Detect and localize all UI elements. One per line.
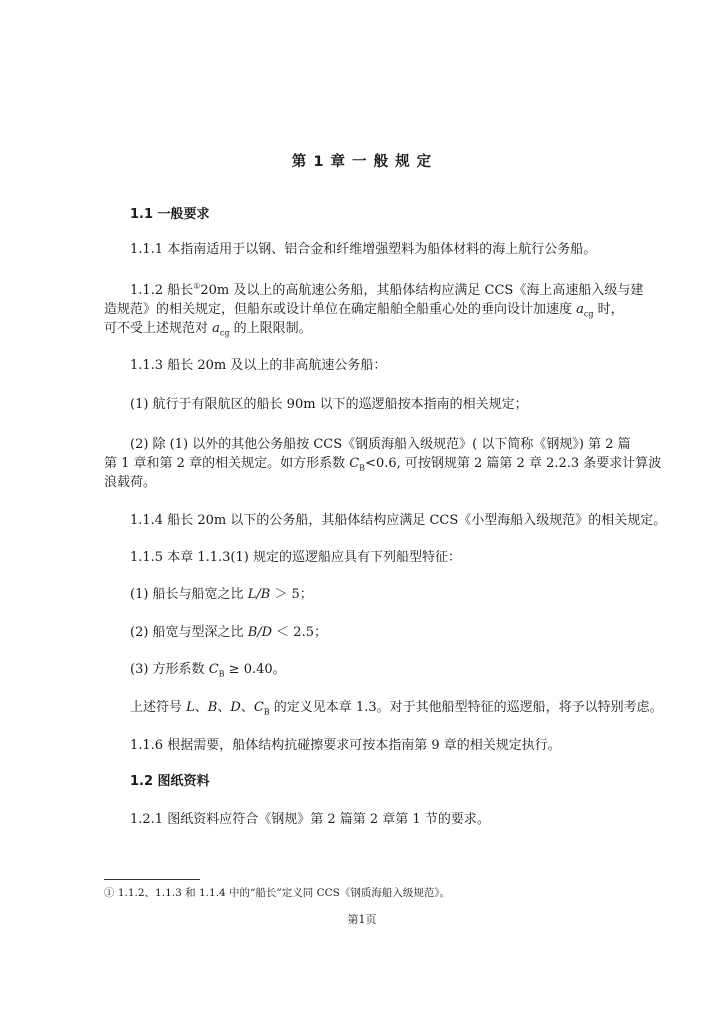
section-heading-1-1: 1.1 一般要求 <box>130 207 210 222</box>
paragraph-1-1-2-line-3: 可不受上述规范对 $a_{cg}$ 的上限限制。 <box>104 321 312 338</box>
paragraph-1-1-2-line-1: 1.1.2 船长①20m 及以上的高航速公务船，其船体结构应满足 CCS《海上高速船入级与建 <box>130 281 644 298</box>
chapter-title: 第 1 章 一 般 规 定 <box>291 154 433 170</box>
paragraph-1-1-6: 1.1.6 根据需要，船体结构抗碰擦要求可按本指南第 9 章的相关规定执行。 <box>130 738 561 753</box>
paragraph-1-1-1: 1.1.1 本指南适用于以钢、铝合金和纤维增强塑料为船体材料的海上航行公务船。 <box>130 242 597 257</box>
paragraph-1-1-3-item-2-line-3: 浪载荷。 <box>104 475 157 490</box>
paragraph-1-1-5-item-2: (2) 船宽与型深之比 B/D ＜ 2.5； <box>130 625 327 640</box>
paragraph-1-1-3-item-1: (1) 航行于有限航区的船长 90m 以下的巡逻船按本指南的相关规定； <box>130 397 528 412</box>
paragraph-1-1-3: 1.1.3 船长 20m 及以上的非高航速公务船： <box>130 358 387 373</box>
paragraph-1-1-2-line-2: 造规范》的相关规定，但船东或设计单位在确定船舶全船重心处的垂向设计加速度 $a_{cg}$ 时， <box>104 302 624 319</box>
paragraph-1-1-4: 1.1.4 船长 20m 以下的公务船，其船体结构应满足 CCS《小型海船入级规范》的相关规定。 <box>130 513 667 528</box>
footnote: ① 1.1.2、1.1.3 和 1.1.4 中的“船长”定义同 CCS《钢质海船入级规范》。 <box>104 887 451 899</box>
paragraph-1-1-3-item-2-line-2: 第 1 章和第 2 章的相关规定。如方形系数 $C_B<0.6$, 可按钢规第 2 篇第 2 章 2.2.3 条要求计算波 <box>104 456 662 473</box>
paragraph-1-2-1: 1.2.1 图纸资料应符合《钢规》第 2 篇第 2 章第 1 节的要求。 <box>130 812 490 827</box>
footnote-divider <box>104 879 200 880</box>
paragraph-1-1-5-item-3: (3) 方形系数 $C_B \ge 0.40$。 <box>130 662 286 679</box>
page-number: 第1页 <box>347 913 377 926</box>
paragraph-1-1-5-item-1: (1) 船长与船宽之比 L/B ＞ 5； <box>130 587 313 602</box>
paragraph-1-1-5: 1.1.5 本章 1.1.3(1) 规定的巡逻船应具有下列船型特征： <box>130 550 461 565</box>
symbols-definition: 上述符号 L、B、D、$C_B$ 的定义见本章 1.3。对于其他船型特征的巡逻船，将予以特别考虑。 <box>130 700 663 717</box>
footnote-marker: ① <box>193 281 201 291</box>
section-heading-1-2: 1.2 图纸资料 <box>130 774 210 789</box>
paragraph-1-1-3-item-2-line-1: (2) 除 (1) 以外的其他公务船按 CCS《钢质海船入级规范》( 以下简称《钢规》) 第 2 篇 <box>130 437 631 452</box>
